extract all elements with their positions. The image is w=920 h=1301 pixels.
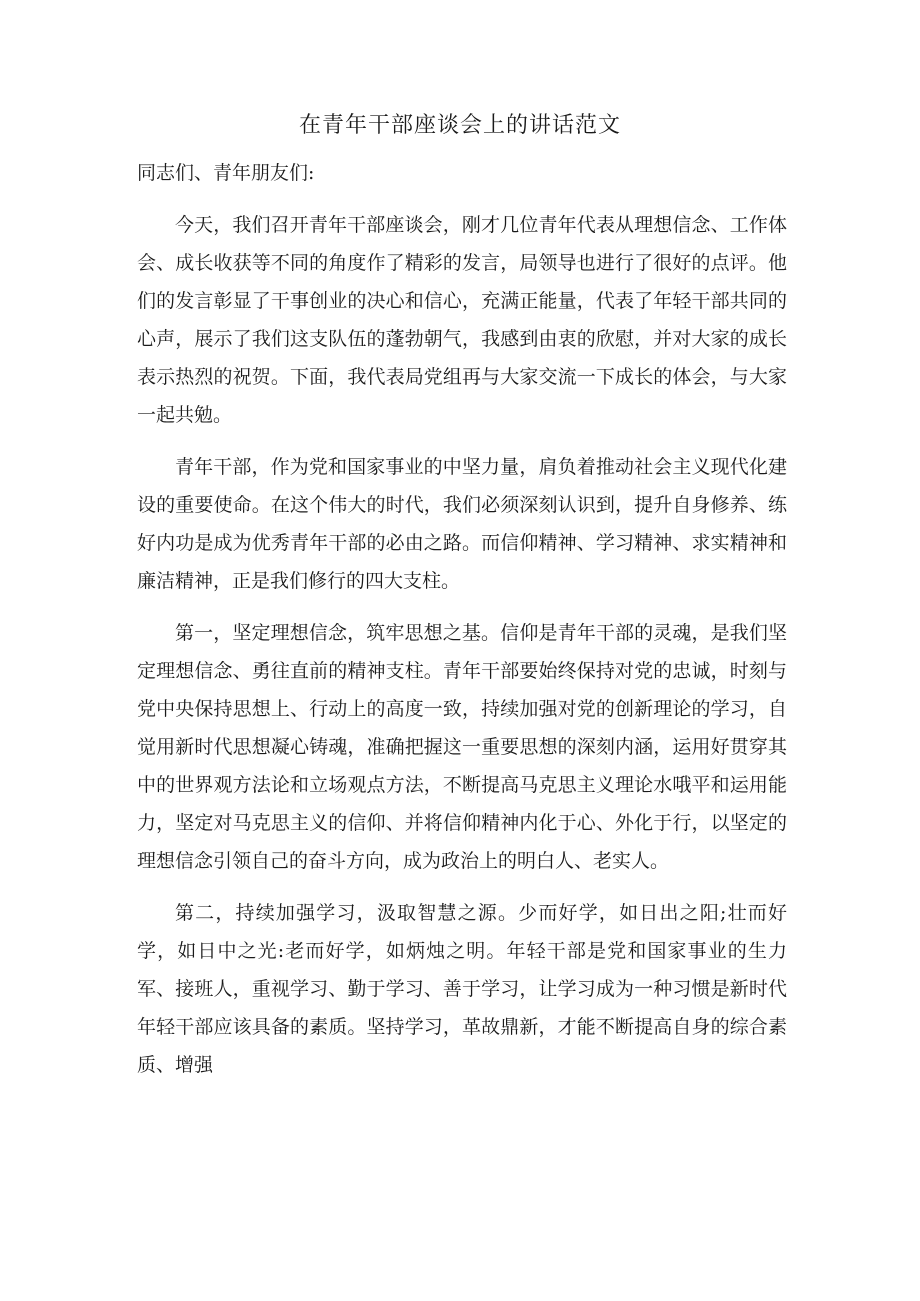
paragraph-second-point: 第二，持续加强学习，汲取智慧之源。少而好学，如日出之阳;壮而好学，如日中之光:老而好学，如炳烛之明。年轻干部是党和国家事业的生力军、接班人，重视学习、勤于学习、善于学习，让学习成为一种习惯是新时代年轻干部应该具备的素质。坚持学习，革故鼎新，才能不断提高自身的综合素质、增强 bbox=[137, 902, 787, 1076]
document-body bbox=[137, 154, 787, 1098]
paragraph-first-point: 第一，坚定理想信念，筑牢思想之基。信仰是青年干部的灵魂，是我们坚定理想信念、勇往直前的精神支柱。青年干部要始终保持对党的忠诚，时刻与党中央保持思想上、行动上的高度一致，持续加强对党的创新理论的学习，自觉用新时代思想凝心铸魂，准确把握这一重要思想的深刻内涵，运用好贯穿其中的世界观方法论和立场观点方法，不断提高马克思主义理论水哦平和运用能力，坚定对马克思主义的信仰、并将信仰精神内化于心、外化于行，以坚定的理想信念引领自己的奋斗方向，成为政治上的明白人、老实人。 bbox=[137, 622, 787, 872]
paragraph-opening: 今天，我们召开青年干部座谈会，刚才几位青年代表从理想信念、工作体会、成长收获等不同的角度作了精彩的发言，局领导也进行了很好的点评。他们的发言彰显了干事创业的决心和信心，充满正能量，代表了年轻干部共同的心声，展示了我们这支队伍的蓬勃朝气，我感到由衷的欣慰，并对大家的成长表示热烈的祝贺。下面，我代表局党组再与大家交流一下成长的体会，与大家一起共勉。 bbox=[137, 214, 787, 426]
document-title: 在青年干部座谈会上的讲话范文 bbox=[298, 113, 621, 138]
salutation: 同志们、青年朋友们: bbox=[137, 162, 315, 184]
paragraph-young-cadres: 青年干部，作为党和国家事业的中坚力量，肩负着推动社会主义现代化建设的重要使命。在这个伟大的时代，我们必须深刻认识到，提升自身修养、练好内功是成为优秀青年干部的必由之路。而信仰精神、学习精神、求实精神和廉洁精神，正是我们修行的四大支柱。 bbox=[137, 456, 787, 592]
